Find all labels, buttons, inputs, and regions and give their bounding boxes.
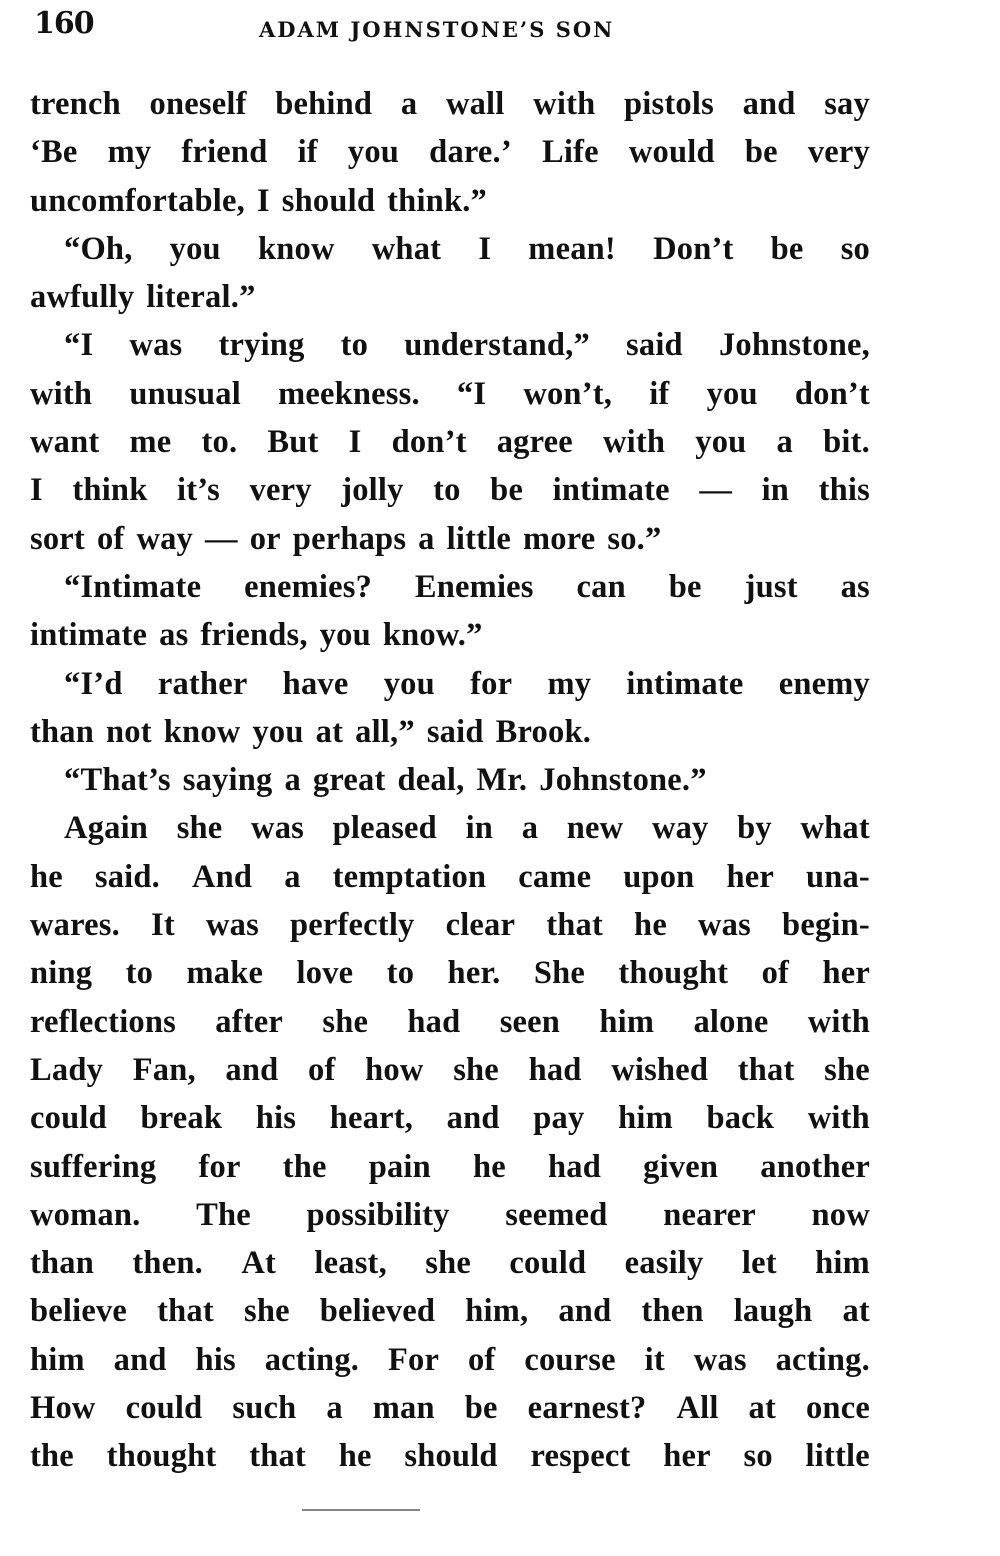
text-line: “I was trying to understand,” said Johnstone, [64,327,870,364]
page-header [34,6,874,46]
text-line: awfully literal.” [30,279,256,316]
page-number: 160 [34,6,94,41]
text-line: him and his acting. For of course it was acting. [30,1341,870,1378]
text-line: Lady Fan, and of how she had wished that she [30,1051,870,1088]
text-line: wares. It was perfectly clear that he was begin- [30,907,870,944]
text-line: than then. At least, she could easily let him [30,1245,870,1282]
text-line: sort of way — or perhaps a little more so.” [30,520,662,557]
text-line: suffering for the pain he had given another [30,1148,870,1185]
text-line: ‘Be my friend if you dare.’ Life would be very [30,134,870,171]
text-line: he said. And a temptation came upon her una- [30,858,870,895]
text-line: trench oneself behind a wall with pistols and say [30,86,870,122]
text-line: the thought that he should respect her so little [30,1438,870,1475]
text-line: “Intimate enemies? Enemies can be just as [64,568,870,605]
running-head: ADAM JOHNSTONE’S SON [259,17,615,42]
text-line: want me to. But I don’t agree with you a bit. [30,424,870,461]
text-line: “That’s saying a great deal, Mr. Johnstone.” [64,762,707,799]
text-line: ning to make love to her. She thought of her [30,955,870,992]
body-text [30,80,870,1481]
text-line: could break his heart, and pay him back with [30,1100,870,1137]
text-line: “I’d rather have you for my intimate enemy [64,665,870,702]
text-line: Again she was pleased in a new way by what [64,810,870,847]
text-line: reflections after she had seen him alone with [30,1003,870,1040]
footer-rule [302,1509,420,1511]
text-line: than not know you at all,” said Brook. [30,713,592,750]
text-line: uncomfortable, I should think.” [30,182,488,219]
text-line: woman. The possibility seemed nearer now [30,1196,870,1233]
text-line: “Oh, you know what I mean! Don’t be so [64,230,870,267]
text-line: How could such a man be earnest? All at once [30,1390,870,1427]
text-line: believe that she believed him, and then laugh at [30,1293,870,1330]
text-line: with unusual meekness. “I won’t, if you don’t [30,375,870,412]
text-line: intimate as friends, you know.” [30,617,483,654]
text-line: I think it’s very jolly to be intimate — in this [30,472,870,509]
